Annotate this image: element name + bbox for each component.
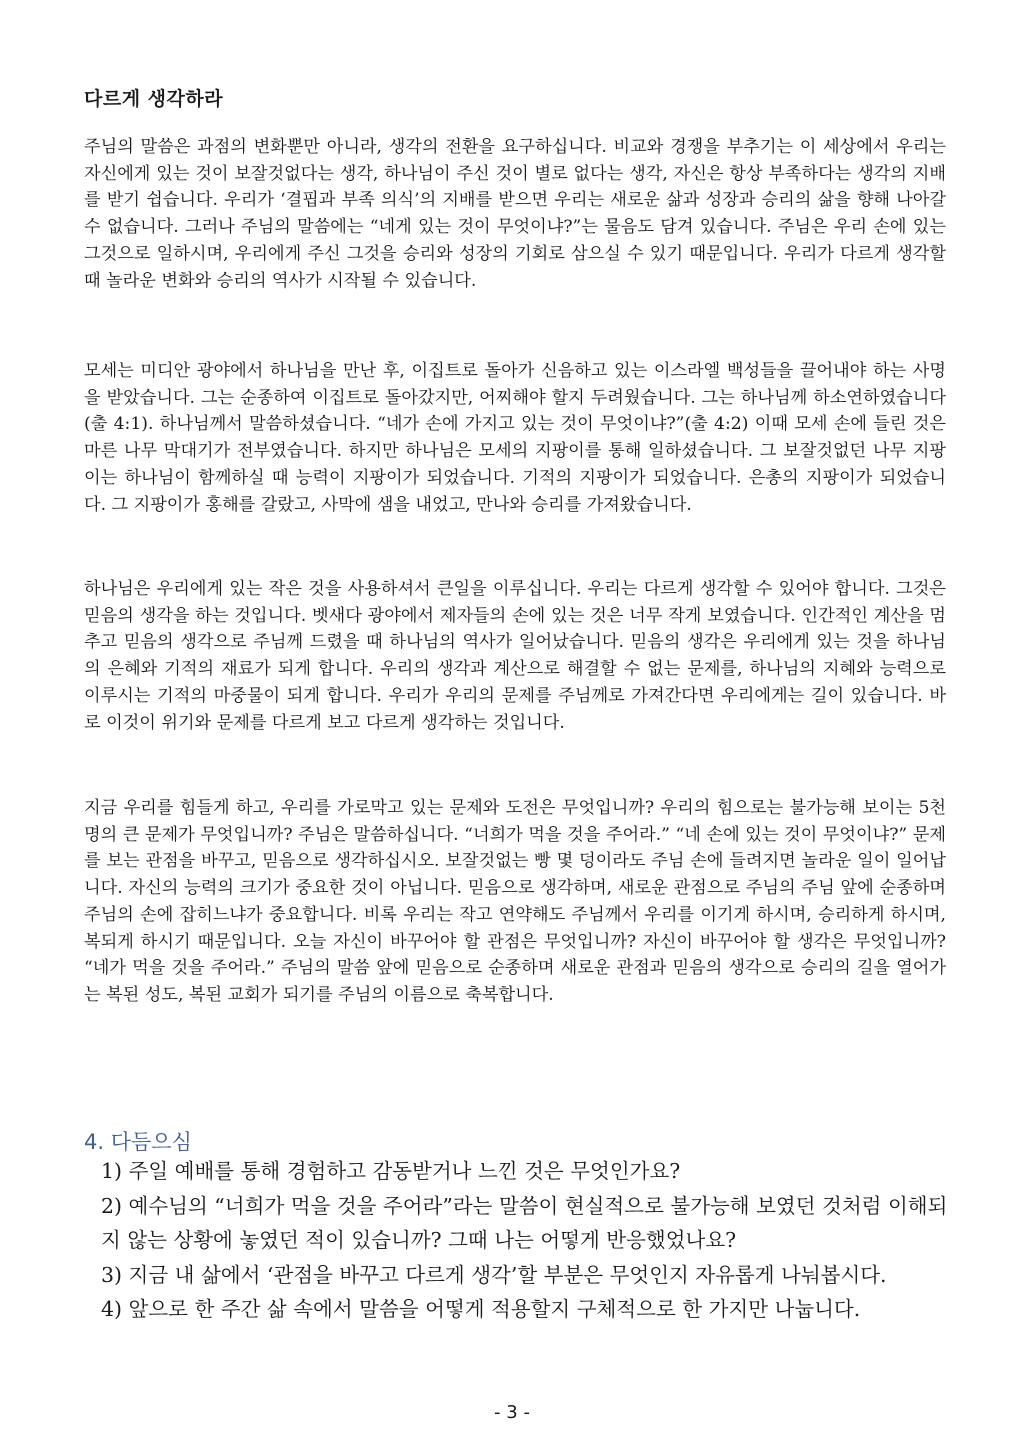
discussion-question: 1) 주일 예배를 통해 경험하고 감동받거나 느낀 것은 무엇인가요?: [101, 1159, 681, 1183]
paragraph-3: 하나님은 우리에게 있는 작은 것을 사용하셔서 큰일을 이루십니다. 우리는 다르게 생각할 수 있어야 합니다. 그것은 믿음의 생각을 하는 것입니다. 벳새다 광야에서 제자들의 손에 있는 것은 너무 작게 보였습니다. 인간적인 계산을 멈추고 믿음의 생각으로 주님께 드렸을 때 하나님의 역사가 일어났습니다. 믿음의 생각은 우리에게 있는 것을 하나님의 은혜와 기적의 재료가 되게 합니다. 우리의 생각과 계산으로 해결할 수 없는 문제를, 하나님의 지혜와 능력으로 이루시는 기적의 마중물이 되게 합니다. 우리가 우리의 문제를 주님께로 가져간다면 우리에게는 길이 있습니다. 바로 이것이 위기와 문제를 다르게 보고 다르게 생각하는 것입니다.: [84, 579, 946, 733]
discussion-question: 2) 예수님의 “너희가 먹을 것을 주어라”라는 말씀이 현실적으로 불가능해 보였던 것처럼 이해되지 않는 상황에 놓였던 적이 있습니까? 그때 나는 어떻게 반응했었나요?: [101, 1193, 948, 1252]
page-number: - 3 -: [494, 1402, 530, 1423]
paragraph-2: 모세는 미디안 광야에서 하나님을 만난 후, 이집트로 돌아가 신음하고 있는 이스라엘 백성들을 끌어내야 하는 사명을 받았습니다. 그는 순종하여 이집트로 돌아갔지만, 어찌해야 할지 두려웠습니다. 그는 하나님께 하소연하였습니다(출 4:1). 하나님께서 말씀하셨습니다. “네가 손에 가지고 있는 것이 무엇이냐?”(출 4:2) 이때 모세 손에 들린 것은 마른 나무 막대기가 전부였습니다. 하지만 하나님은 모세의 지팡이를 통해 일하셨습니다. 그 보잘것없던 나무 지팡이는 하나님이 함께하실 때 능력이 지팡이가 되었습니다. 기적의 지팡이가 되었습니다. 은총의 지팡이가 되었습니다. 그 지팡이가 홍해를 갈랐고, 사막에 샘을 내었고, 만나와 승리를 가져왔습니다.: [84, 361, 946, 515]
discussion-question: 3) 지금 내 삶에서 ‘관점을 바꾸고 다르게 생각’할 부분은 무엇인지 자유롭게 나눠봅시다.: [101, 1262, 887, 1287]
section-heading: 다르게 생각하라: [84, 88, 224, 110]
paragraph-4: 지금 우리를 힘들게 하고, 우리를 가로막고 있는 문제와 도전은 무엇입니까? 우리의 힘으로는 불가능해 보이는 5천 명의 큰 문제가 무엇입니까? 주님은 말씀하십니다. “너희가 먹을 것을 주어라.” “네 손에 있는 것이 무엇이냐?” 문제를 보는 관점을 바꾸고, 믿음으로 생각하십시오. 보잘것없는 빵 몇 덩이라도 주님 손에 들려지면 놀라운 일이 일어납니다. 자신의 능력의 크기가 중요한 것이 아닙니다. 믿음으로 생각하며, 새로운 관점으로 주님의 주님 앞에 순종하며 주님의 손에 잡히느냐가 중요합니다. 비록 우리는 작고 연약해도 주님께서 우리를 이기게 하시며, 승리하게 하시며, 복되게 하시기 때문입니다. 오늘 자신이 바꾸어야 할 관점은 무엇입니까? 자신이 바꾸어야 할 생각은 무엇입니까? “네가 먹을 것을 주어라.” 주님의 말씀 앞에 믿음으로 순종하며 새로운 관점과 믿음의 생각으로 승리의 길을 열어가는 복된 성도, 복된 교회가 되기를 주님의 이름으로 축복합니다.: [84, 798, 946, 1005]
paragraph-1: 주님의 말씀은 과점의 변화뿐만 아니라, 생각의 전환을 요구하십니다. 비교와 경쟁을 부추기는 이 세상에서 우리는 자신에게 있는 것이 보잘것없다는 생각, 하나님이 주신 것이 별로 없다는 생각, 자신은 항상 부족하다는 생각의 지배를 받기 쉽습니다. 우리가 ‘결핍과 부족 의식’의 지배를 받으면 우리는 새로운 삶과 성장과 승리의 삶을 향해 나아갈 수 없습니다. 그러나 주님의 말씀에는 “네게 있는 것이 무엇이냐?”는 물음도 담겨 있습니다. 주님은 우리 손에 있는 그것으로 일하시며, 우리에게 주신 그것을 승리와 성장의 기회로 삼으실 수 있기 때문입니다. 우리가 다르게 생각할 때 놀라운 변화와 승리의 역사가 시작될 수 있습니다.: [84, 137, 946, 291]
discussion-question-list: [101, 1154, 951, 1327]
discussion-section-title: 4. 다듬으심: [84, 1130, 192, 1154]
discussion-question: 4) 앞으로 한 주간 삶 속에서 말씀을 어떻게 적용할지 구체적으로 한 가지만 나눕니다.: [101, 1297, 861, 1321]
